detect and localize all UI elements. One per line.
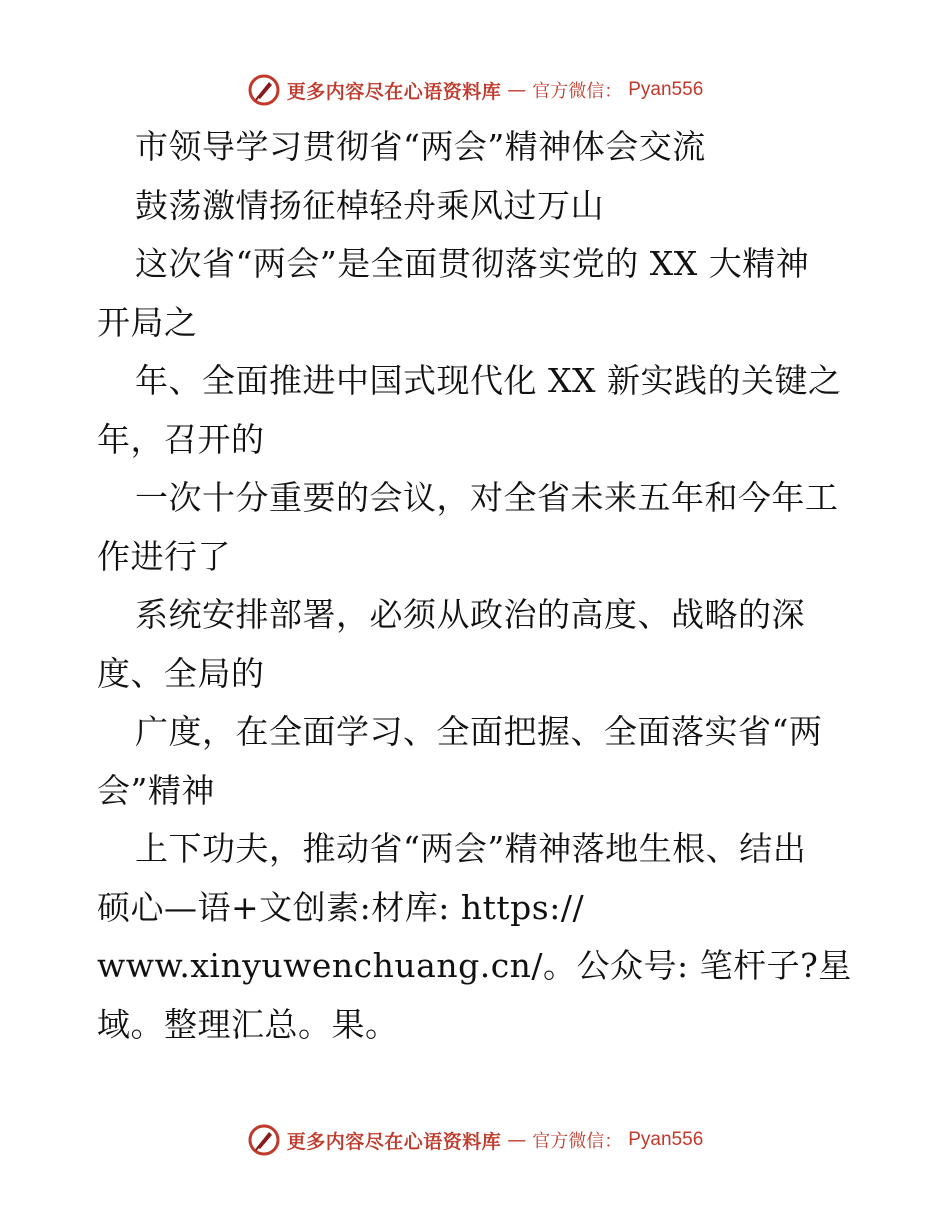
doc-line: 作进行了: [97, 536, 231, 576]
doc-line: 会”精神: [97, 770, 215, 810]
doc-title: 市领导学习贯彻省“两会”精神体会交流: [135, 127, 706, 166]
doc-line: 一次十分重要的会议，对全省未来五年和今年工: [135, 478, 839, 517]
banner-separator: —: [507, 1129, 527, 1151]
doc-line: www.xinyuwenchuang.cn/。公众号: 笔杆子?星: [97, 946, 852, 985]
banner-separator: —: [507, 79, 527, 101]
banner-wechat-id: Pyan556: [628, 79, 704, 100]
footer-banner: [0, 1120, 950, 1160]
doc-line: 开局之: [97, 302, 198, 342]
doc-line: 这次省“两会”是全面贯彻落实党的 XX 大精神: [135, 244, 810, 283]
quill-logo-icon: [247, 73, 281, 107]
doc-line: 年，召开的: [97, 419, 265, 459]
document-body: [97, 118, 857, 1054]
banner-title: 更多内容尽在心语资料库: [286, 1130, 502, 1153]
banner-wechat-label: 官方微信：: [532, 81, 623, 102]
banner-wechat-label: 官方微信：: [532, 1131, 623, 1152]
banner-wechat-id: Pyan556: [628, 1129, 704, 1150]
doc-line: 域。整理汇总。果。: [97, 1004, 399, 1044]
doc-line: 广度，在全面学习、全面把握、全面落实省“两: [135, 712, 823, 751]
doc-subtitle: 鼓荡激情扬征棹轻舟乘风过万山: [135, 185, 604, 225]
doc-line: 系统安排部署，必须从政治的高度、战略的深: [135, 595, 805, 634]
doc-line: 度、全局的: [97, 653, 265, 693]
doc-line: 上下功夫，推动省“两会”精神落地生根、结出: [135, 829, 807, 868]
banner-title: 更多内容尽在心语资料库: [286, 80, 502, 103]
doc-line: 硕心—语+文创素:材库: https://: [97, 887, 585, 927]
doc-line: 年、全面推进中国式现代化 XX 新实践的关键之: [135, 361, 842, 400]
header-banner: [0, 70, 950, 110]
quill-logo-icon: [247, 1123, 281, 1157]
